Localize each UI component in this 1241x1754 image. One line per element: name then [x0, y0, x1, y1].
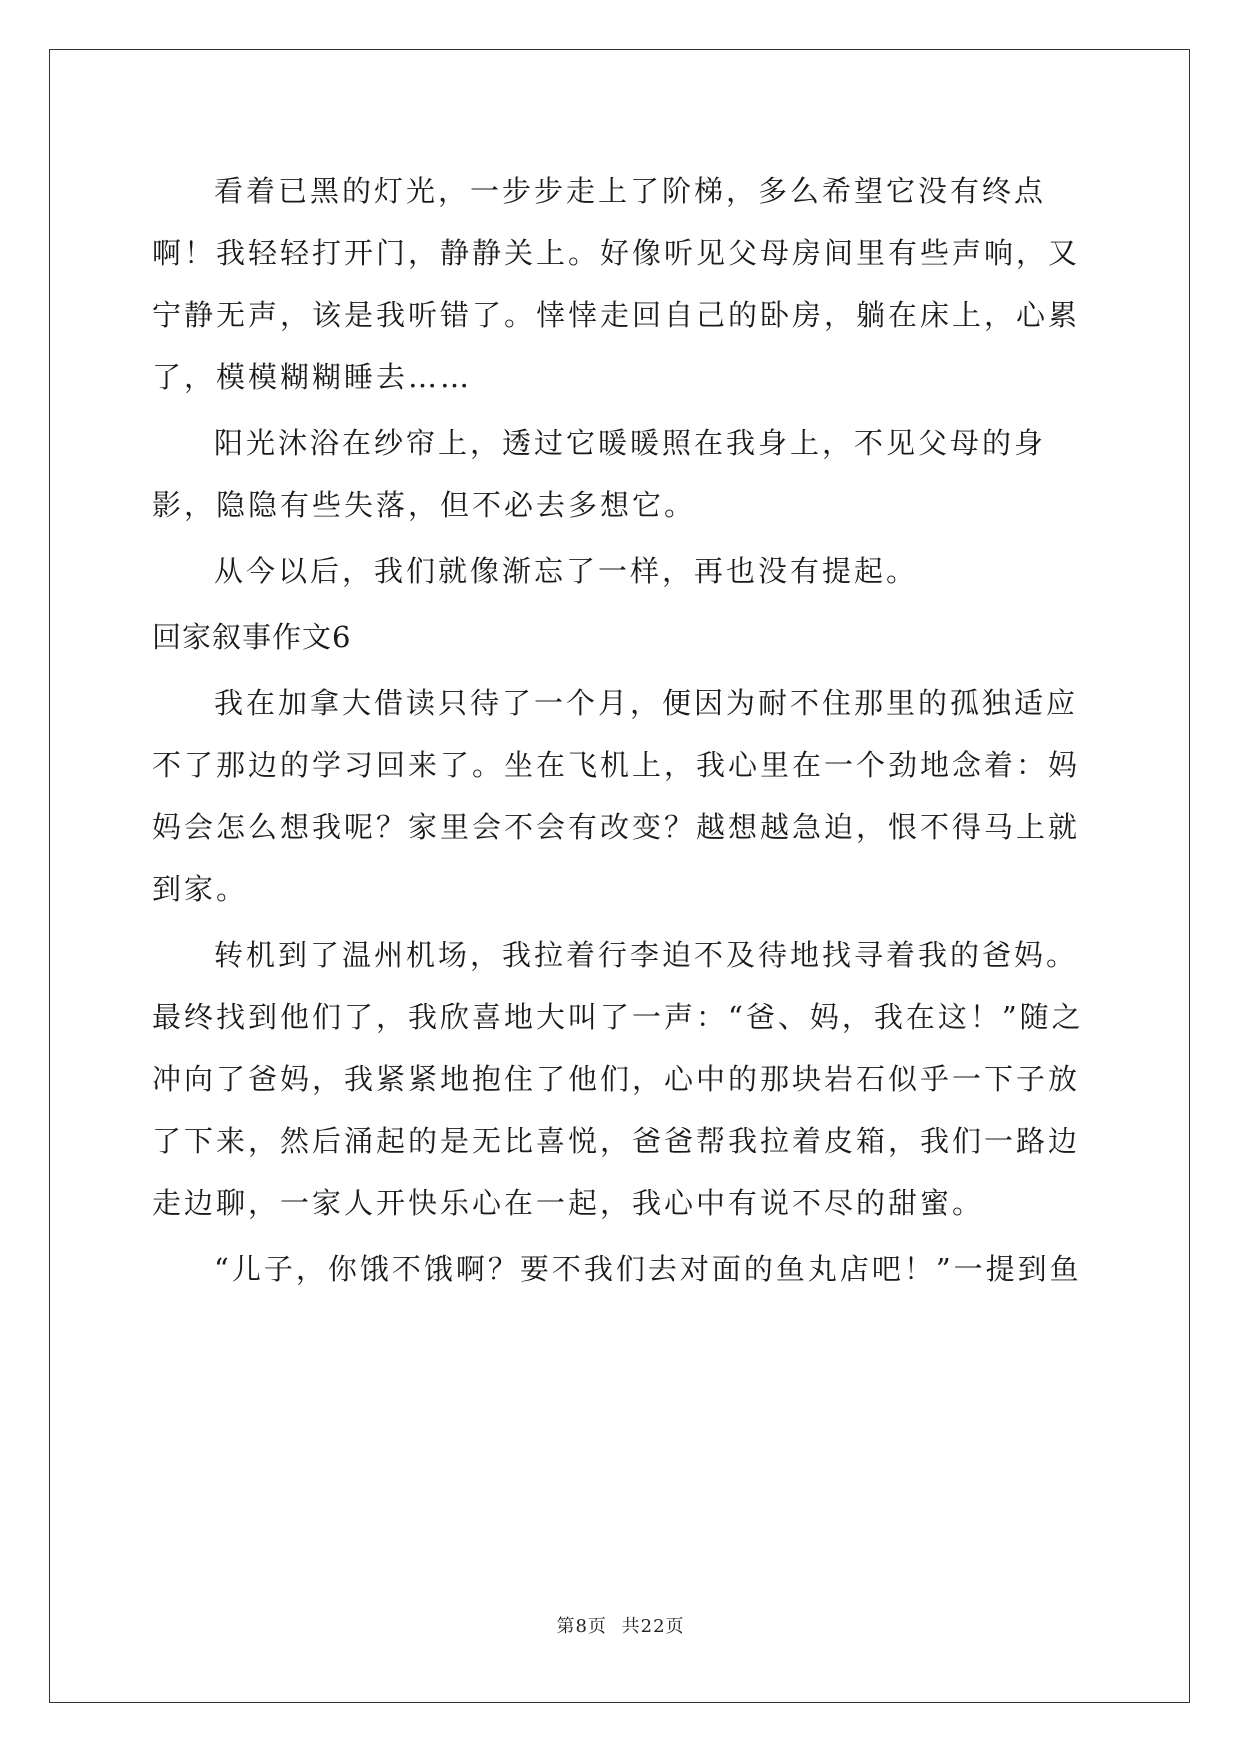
page-total: 共22页 [621, 1616, 685, 1637]
section-heading: 回家叙事作文6 [152, 620, 352, 654]
paragraph: 阳光沐浴在纱帘上，透过它暖暖照在我身上，不见父母的身影，隐隐有些失落，但不必去多想它。 [152, 426, 1047, 522]
paragraph: 转机到了温州机场，我拉着行李迫不及待地找寻着我的爸妈。最终找到他们了，我欣喜地大叫了一声：“爸、妈，我在这！”随之冲向了爸妈，我紧紧地抱住了他们，心中的那块岩石似乎一下子放了下来，然后涌起的是无比喜悦，爸爸帮我拉着皮箱，我们一路边走边聊，一家人开快乐心在一起，我心中有说不尽的甜蜜。 [152, 938, 1084, 1220]
document-body [152, 160, 1092, 1304]
paragraph: “儿子，你饿不饿啊？要不我们去对面的鱼丸店吧！”一提到鱼 [214, 1252, 1082, 1286]
page-number: 第8页 [556, 1616, 607, 1637]
paragraph: 从今以后，我们就像渐忘了一样，再也没有提起。 [214, 554, 919, 588]
paragraph: 我在加拿大借读只待了一个月，便因为耐不住那里的孤独适应不了那边的学习回来了。坐在飞机上，我心里在一个劲地念着：妈妈会怎么想我呢？家里会不会有改变？越想越急迫，恨不得马上就到家。 [152, 686, 1081, 906]
paragraph: 看着已黑的灯光，一步步走上了阶梯，多么希望它没有终点啊！我轻轻打开门，静静关上。好像听见父母房间里有些声响，又宁静无声，该是我听错了。悻悻走回自己的卧房，躺在床上，心累了，模模糊糊睡去…… [152, 174, 1081, 394]
page-footer [0, 1612, 1241, 1638]
